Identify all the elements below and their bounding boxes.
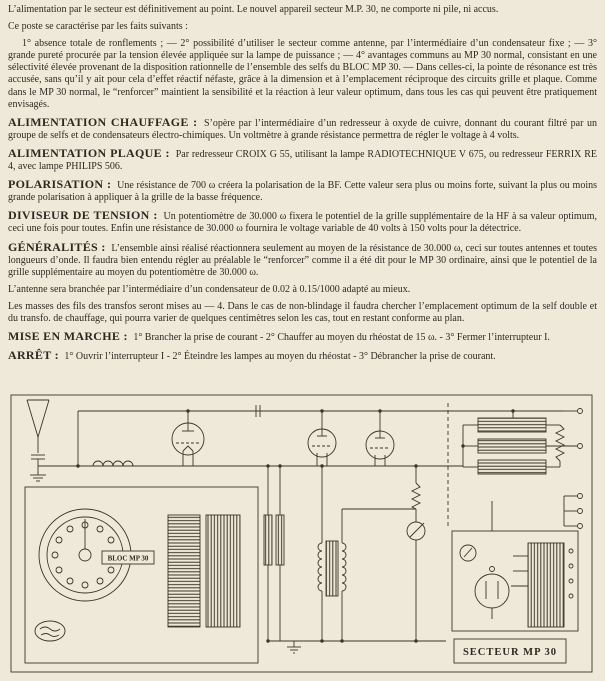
section-heading: ARRÊT : xyxy=(8,348,59,363)
antenna-coil-icon xyxy=(93,461,133,466)
section-body: 1° Ouvrir l’interrupteur I - 2° Éteindre les lampes au moyen du rhéostat - 3° Débrancher la prise de courant. xyxy=(64,351,496,363)
tube-icon-1 xyxy=(172,411,204,466)
electrolytic-capacitors xyxy=(264,466,284,641)
schematic-diagram xyxy=(8,391,597,677)
junction-dots xyxy=(76,409,514,642)
section-polarisation xyxy=(8,178,597,204)
section-body: Une résistance de 700 ω créera la polarisation de la BF. Cette valeur sera plus ou moins forte, suivant la plus ou moins grande polarisation à appliquer à la grille de la basse fréquence. xyxy=(8,180,598,204)
schematic-svg xyxy=(8,391,597,677)
antenna-capacitor-icon xyxy=(31,455,45,466)
section-alimentation-plaque xyxy=(8,147,597,173)
section-heading: ALIMENTATION PLAQUE : xyxy=(8,145,170,160)
section-heading: POLARISATION : xyxy=(8,177,112,192)
terminal-posts xyxy=(563,409,583,529)
section-body: S’opère par l’intermédiaire d’un redresseur à oxyde de cuivre, donnant du courant filtré par un groupe de selfs et de condensateurs électro-chimiques. Un voltmètre à grande résistance permettra de régler le voltage à 4 volts. xyxy=(8,117,598,141)
antenna-icon xyxy=(27,400,49,453)
transformer-block-2 xyxy=(206,515,240,627)
lead-paragraph: Ce poste se caractérise par les faits suivants : xyxy=(8,21,188,33)
section-heading: MISE EN MARCHE : xyxy=(8,329,128,344)
section-heading: DIVISEUR DE TENSION : xyxy=(8,208,158,223)
tube-icon-3 xyxy=(366,411,394,466)
tube-icon-2 xyxy=(308,411,336,466)
section-heading: ALIMENTATION CHAUFFAGE : xyxy=(8,114,198,129)
resistor-icon-2 xyxy=(412,466,420,509)
power-transformer-block xyxy=(511,543,573,627)
chassis-plan xyxy=(25,487,258,663)
section-alimentation-chauffage xyxy=(8,116,597,142)
potentiometer-icon xyxy=(407,509,425,641)
section-body: 1° Brancher la prise de courant - 2° Chauffer au moyen du rhéostat de 15 ω. - 3° Fermer l’interrupteur I. xyxy=(133,332,550,344)
bottom-bus xyxy=(268,641,446,653)
section-body: Par redresseur CROIX G 55, utilisant la lampe RADIOTECHNIQUE V 675, ou redresseur FERRIX RE 4, avec lampe PHILIPS 506. xyxy=(8,148,598,173)
secteur-label-box xyxy=(454,639,566,663)
power-supply-box xyxy=(452,501,578,631)
section-diviseur-de-tension xyxy=(8,209,597,235)
bf-transformer xyxy=(318,466,416,641)
masses-paragraph: Les masses des fils des transfos seront mises au — 4. Dans le cas de non-blindage il faudra chercher l’emplacement optimum de la self double et du transfo. de chauffage, qui pourra varier de quelques centimètres selon les cas, tout en restant conforme au plan. xyxy=(8,300,597,324)
features-paragraph: 1° absence totale de ronflements ; — 2° possibilité d’utiliser le secteur comme antenne, par l’intermédiaire d’un condensateur fixe ; — 3° grande pureté procurée par la tension élevée appliquée sur la lampe de puissance ; — 4° avantages communs au MP 30 normal, consistant en une sélectivité élevée provenant de la disposition rationnelle de l’ensemble des selfs du BLOC MP 30. — Dans celles-ci, la pointe de résonance est très accusée, sans qu’il y ait pour cela d’effet réactif néfaste, grâce à la dimension et à l’emplacement réciproque des circuits grille et plaque. Comme dans le MP 30 normal, le “renforcer” maintient la sensibilité et la réaction à leur valeur optimum, dans tous les cas qui peuvent être pratiquement envisagés. xyxy=(8,38,597,110)
intro-paragraph: L’alimentation par le secteur est définitivement au point. Le nouvel appareil secteur M.P. 30, ne comporte ni pile, ni accus. xyxy=(8,4,499,15)
rectifier-tube-icon xyxy=(475,567,509,620)
bloc-label-plate xyxy=(102,551,154,564)
transformer-block-1 xyxy=(168,515,200,627)
secteur-label: SECTEUR MP 30 xyxy=(462,647,558,658)
section-generalites xyxy=(8,241,597,279)
section-body: Un potentiomètre de 30.000 ω fixera le potentiel de la grille supplémentaire de la HF à sa valeur optimum, ceci une fois pour toutes. Enfin une résistance de 30.000 ω fournira le voltage variable de 40 volts à 150 volts pour la détectrice. xyxy=(8,211,597,235)
meter-icon xyxy=(460,545,476,561)
ground-icon xyxy=(30,466,46,481)
section-body: L’ensemble ainsi réalisé réactionnera seulement au moyen de la résistance de 30.000 ω, ceci sur toutes antennes et toutes longueurs d’onde. Il faudra bien entendu régler au préalable le “renforcer” comme il a été dit pour le MP 30 ordinaire, ainsi que le potentiel de la grille supplémentaire au moyen du potentiomètre de 30.000 ω. xyxy=(8,242,598,278)
diagram-frame xyxy=(11,395,592,672)
antenne-paragraph: L’antenne sera branchée par l’intermédiaire d’un condensateur de 0.02 à 0.15/1000 adapté au mieux. xyxy=(8,283,411,295)
stamp-icon xyxy=(35,621,65,641)
bloc-label: BLOC MP 30 xyxy=(107,554,149,563)
section-arret xyxy=(8,349,597,363)
section-mise-en-marche xyxy=(8,330,597,344)
instructions-text xyxy=(8,4,597,368)
section-heading: GÉNÉRALITÉS : xyxy=(8,239,106,254)
